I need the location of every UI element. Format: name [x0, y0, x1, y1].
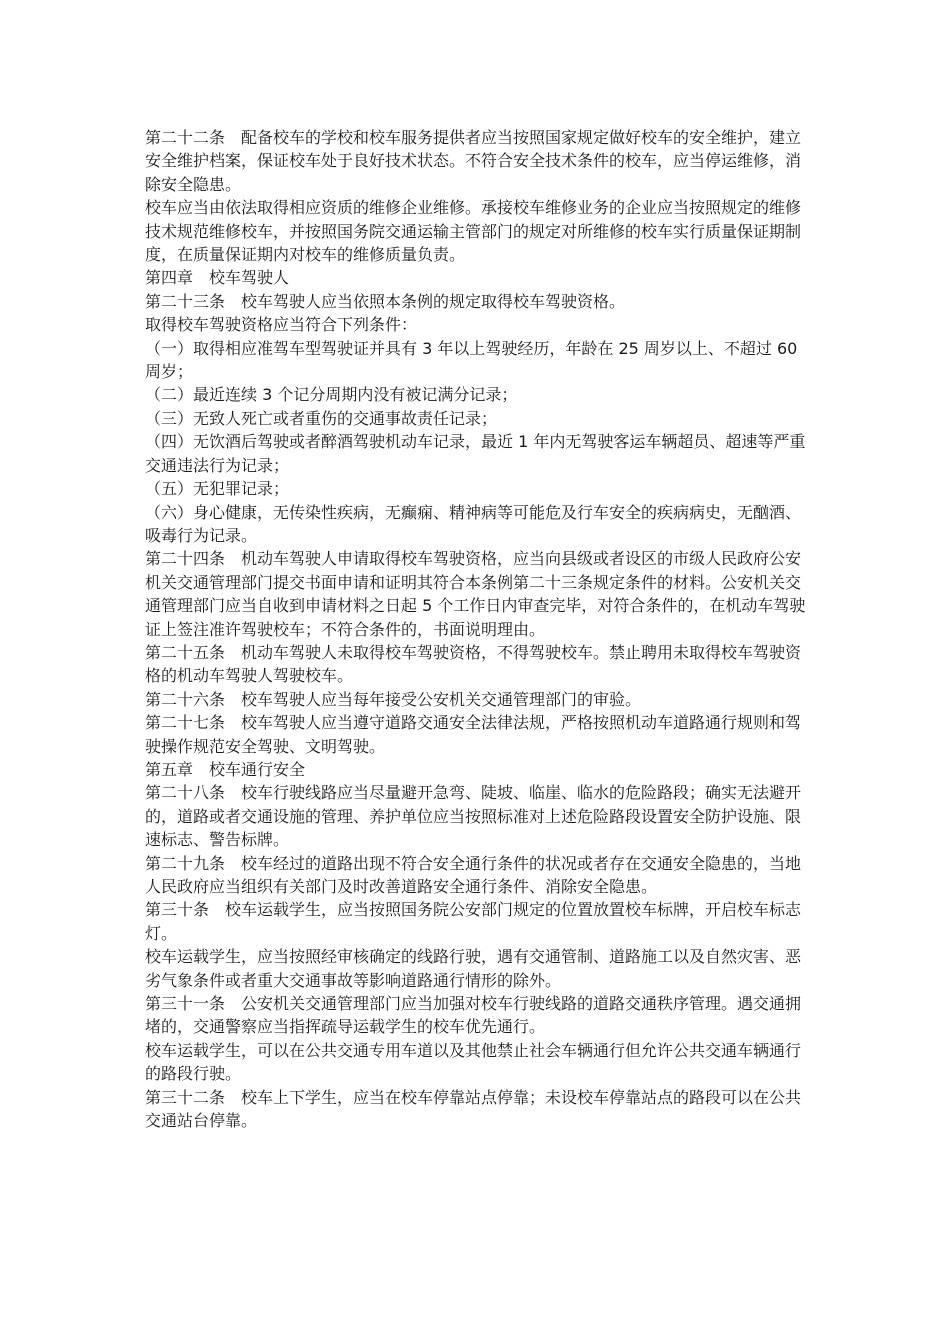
- paragraph-article-30: 第三十条 校车运载学生，应当按照国务院公安部门规定的位置放置校车标牌，开启校车标志灯。: [145, 900, 802, 943]
- list-item-6: （六）身心健康，无传染性疾病，无癫痫、精神病等可能危及行车安全的疾病病史，无酗酒、吸毒行为记录。: [145, 502, 802, 545]
- chapter-heading-4: 第四章 校车驾驶人: [145, 268, 290, 288]
- list-item-4: （四）无饮酒后驾驶或者醉酒驾驶机动车记录，最近 1 年内无驾驶客运车辆超员、超速等严重交通违法行为记录；: [145, 432, 806, 475]
- paragraph-article-25: 第二十五条 机动车驾驶人未取得校车驾驶资格，不得驾驶校车。禁止聘用未取得校车驾驶资格的机动车驾驶人驾驶校车。: [145, 642, 802, 686]
- paragraph-repair: 校车应当由依法取得相应资质的维修企业维修。承接校车维修业务的企业应当按照规定的维修技术规范维修校车，并按照国务院交通运输主管部门的规定对所维修的校车实行质量保证期制度，在质量保证期内对校车的维修质量负责。: [145, 198, 802, 265]
- paragraph-article-23: 第二十三条 校车驾驶人应当依照本条例的规定取得校车驾驶资格。: [145, 291, 626, 311]
- list-item-1: （一）取得相应准驾车型驾驶证并具有 3 年以上驾驶经历，年龄在 25 周岁以上、不超过 60 周岁；: [145, 338, 803, 382]
- paragraph-route: 校车运载学生，应当按照经审核确定的线路行驶，遇有交通管制、道路施工以及自然灾害、恶劣气象条件或者重大交通事故等影响道路通行情形的除外。: [145, 947, 802, 990]
- paragraph-article-26: 第二十六条 校车驾驶人应当每年接受公安机关交通管理部门的审验。: [145, 689, 642, 709]
- paragraph-article-31: 第三十一条 公安机关交通管理部门应当加强对校车行驶线路的道路交通秩序管理。遇交通拥堵的，交通警察应当指挥疏导运载学生的校车优先通行。: [145, 994, 802, 1037]
- paragraph-article-28: 第二十八条 校车行驶线路应当尽量避开急弯、陡坡、临崖、临水的危险路段；确实无法避开的，道路或者交通设施的管理、养护单位应当按照标准对上述危险路段设置安全防护设施、限速标志、警告标牌。: [145, 783, 802, 850]
- paragraph-conditions-intro: 取得校车驾驶资格应当符合下列条件：: [145, 315, 418, 335]
- chapter-heading-5: 第五章 校车通行安全: [145, 759, 306, 779]
- paragraph-article-22: 第二十二条 配备校车的学校和校车服务提供者应当按照国家规定做好校车的安全维护，建立安全维护档案，保证校车处于良好技术状态。不符合安全技术条件的校车，应当停运维修，消除安全隐患。: [145, 128, 802, 194]
- list-item-5: （五）无犯罪记录；: [145, 479, 290, 499]
- list-item-2: （二）最近连续 3 个记分周期内没有被记满分记录；: [145, 385, 518, 405]
- paragraph-article-29: 第二十九条 校车经过的道路出现不符合安全通行条件的状况或者存在交通安全隐患的，当地人民政府应当组织有关部门及时改善道路安全通行条件、消除安全隐患。: [145, 853, 802, 896]
- paragraph-bus-lane: 校车运载学生，可以在公共交通专用车道以及其他禁止社会车辆通行但允许公共交通车辆通行的路段行驶。: [145, 1040, 802, 1084]
- paragraph-article-24: 第二十四条 机动车驾驶人申请取得校车驾驶资格，应当向县级或者设区的市级人民政府公安机关交通管理部门提交书面申请和证明其符合本条例第二十三条规定条件的材料。公安机关交通管理部门应当自收到申请材料之日起 5 个工作日内审查完毕，对符合条件的，在机动车驾驶证上签注准许驾驶校车；不符合条件的，书面说明理由。: [145, 549, 806, 639]
- paragraph-article-27: 第二十七条 校车驾驶人应当遵守道路交通安全法律法规，严格按照机动车道路通行规则和驾驶操作规范安全驾驶、文明驾驶。: [145, 713, 802, 756]
- paragraph-article-32: 第三十二条 校车上下学生，应当在校车停靠站点停靠；未设校车停靠站点的路段可以在公共交通站台停靠。: [145, 1087, 802, 1131]
- list-item-3: （三）无致人死亡或者重伤的交通事故责任记录；: [145, 408, 498, 428]
- document-body: [145, 126, 815, 1132]
